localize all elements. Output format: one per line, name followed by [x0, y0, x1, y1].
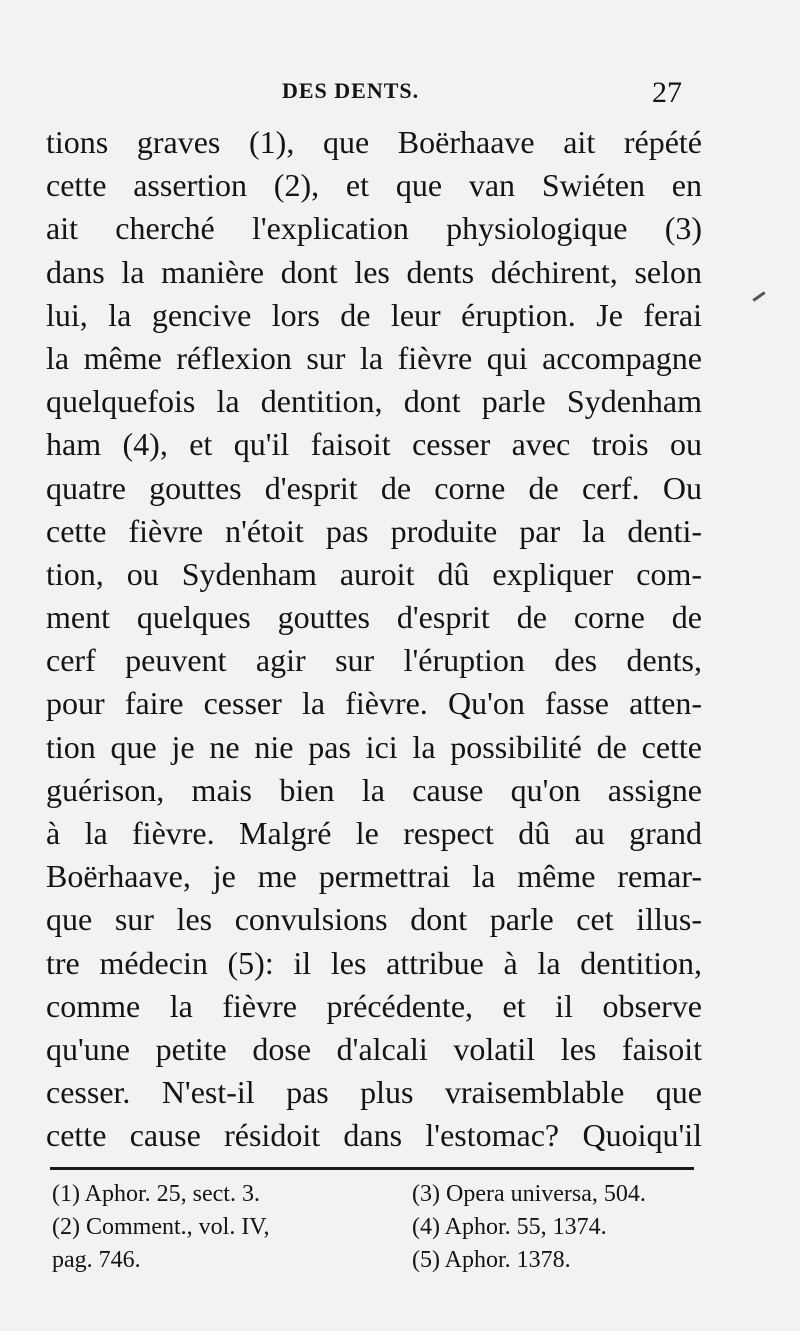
text-line: cette cause résidoit dans l'estomac? Quoiqu'il — [46, 1117, 702, 1154]
text-line: tions graves (1), que Boërhaave ait répété — [46, 124, 702, 160]
text-line: dans la manière dont les dents déchirent, selon — [46, 253, 702, 290]
text-line: tion que je ne nie pas ici la possibilité de cette — [46, 728, 702, 765]
text-line: comme la fièvre précédente, et il observe — [46, 987, 702, 1024]
footnote: (5) Aphor. 1378. — [412, 1247, 571, 1273]
text-line: quatre gouttes d'esprit de corne de cerf. Ou — [46, 469, 702, 506]
footnotes-left-column — [52, 1178, 270, 1277]
text-line: ham (4), et qu'il faisoit cesser avec trois ou — [46, 426, 702, 463]
text-line: tre médecin (5): il les attribue à la dentition, — [46, 944, 702, 981]
footnotes-right-column — [412, 1178, 646, 1277]
text-line: la même réflexion sur la fièvre qui accompagne — [46, 339, 702, 376]
text-line: quelquefois la dentition, dont parle Sydenham — [46, 383, 702, 420]
text-line: que sur les convulsions dont parle cet illus- — [46, 901, 702, 938]
text-line: tion, ou Sydenham auroit dû expliquer com- — [46, 555, 702, 592]
footnote: (1) Aphor. 25, sect. 3. — [52, 1181, 260, 1207]
margin-mark — [752, 291, 765, 301]
text-line: cerf peuvent agir sur l'éruption des dents, — [46, 642, 702, 679]
text-line: ment quelques gouttes d'esprit de corne de — [46, 599, 702, 636]
footnote: pag. 746. — [52, 1247, 141, 1273]
text-line: pour faire cesser la fièvre. Qu'on fasse atten- — [46, 685, 702, 722]
body-text — [46, 121, 702, 1158]
page-number: 27 — [652, 76, 682, 109]
text-line: Boërhaave, je me permettrai la même remar- — [46, 858, 702, 895]
text-line: lui, la gencive lors de leur éruption. Je ferai — [46, 296, 702, 333]
text-line: cesser. N'est-il pas plus vraisemblable que — [46, 1074, 702, 1111]
text-line: à la fièvre. Malgré le respect dû au grand — [46, 815, 702, 851]
footnote: (3) Opera universa, 504. — [412, 1181, 646, 1207]
footnote: (4) Aphor. 55, 1374. — [412, 1214, 607, 1240]
text-line: qu'une petite dose d'alcali volatil les faisoit — [46, 1030, 702, 1067]
footnote: (2) Comment., vol. IV, — [52, 1214, 270, 1240]
text-line: ait cherché l'explication physiologique (3) — [46, 210, 702, 247]
footnote-rule — [50, 1167, 694, 1170]
running-title: DES DENTS. — [282, 78, 420, 103]
text-line: cette fièvre n'étoit pas produite par la denti- — [46, 512, 702, 549]
running-head — [0, 70, 800, 110]
text-line: guérison, mais bien la cause qu'on assigne — [46, 771, 702, 808]
text-line: cette assertion (2), et que van Swiéten en — [46, 167, 702, 204]
